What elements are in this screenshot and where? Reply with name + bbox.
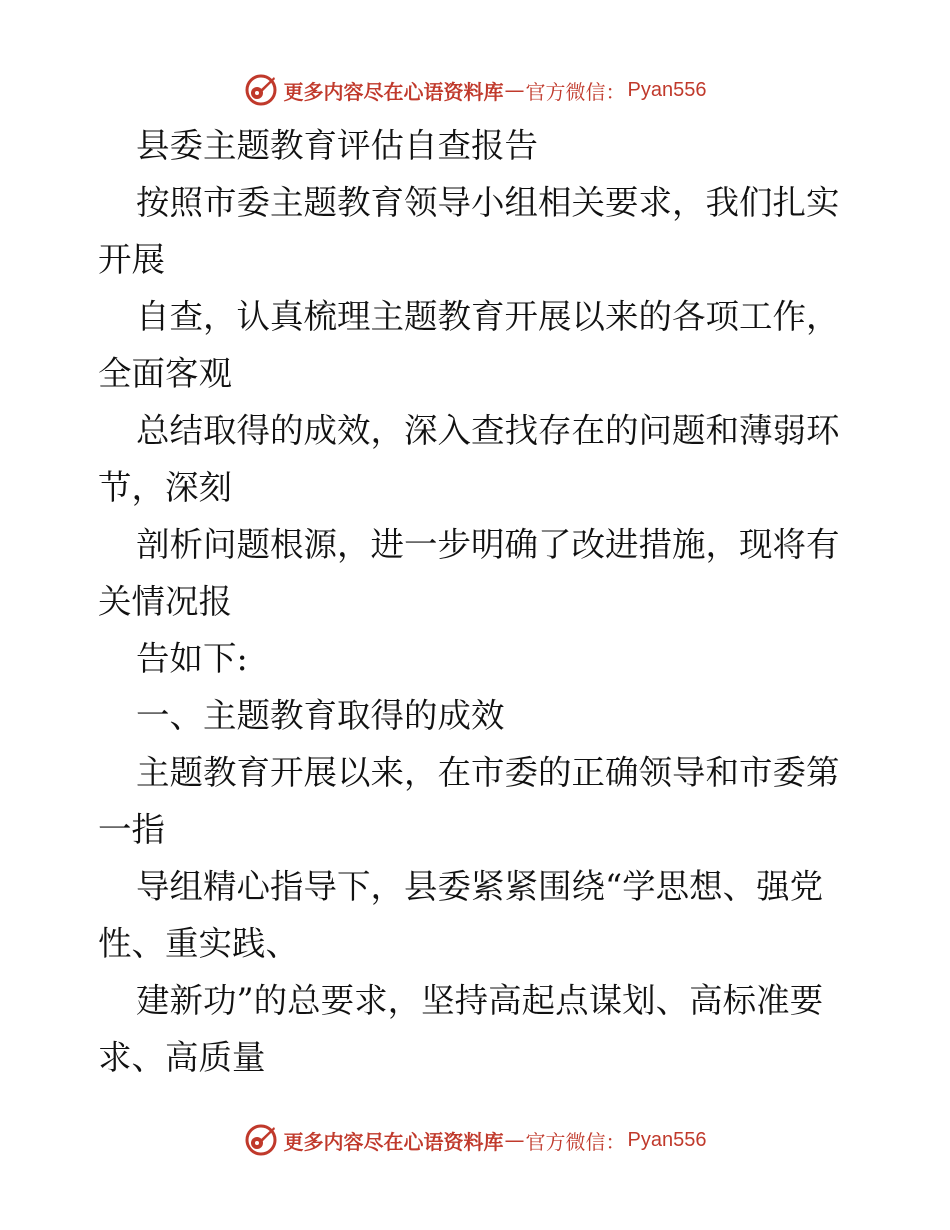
paragraph-line: 主题教育开展以来，在市委的正确领导和市委第	[136, 753, 840, 792]
banner-dash: —	[504, 1128, 525, 1152]
paragraph-line: 开展	[98, 240, 165, 279]
header-banner	[0, 70, 950, 110]
document-title: 县委主题教育评估自查报告	[136, 126, 538, 165]
banner-wechat-id: Pyan556	[627, 78, 707, 101]
document-body	[98, 117, 858, 1086]
paragraph-line: 节，深刻	[98, 468, 232, 507]
paragraph-line: 全面客观	[98, 354, 232, 393]
paragraph-line: 导组精心指导下，县委紧紧围绕“学思想、强党	[136, 867, 824, 906]
paragraph-line: 按照市委主题教育领导小组相关要求，我们扎实	[136, 183, 840, 222]
banner-wechat-label: 官方微信：	[525, 79, 626, 104]
quill-logo-icon	[244, 73, 278, 107]
paragraph-line: 关情况报	[98, 582, 232, 621]
footer-banner	[0, 1120, 950, 1160]
paragraph-line: 求、高质量	[98, 1038, 266, 1077]
banner-wechat-id: Pyan556	[627, 1128, 707, 1151]
paragraph-line: 告如下:	[136, 639, 248, 678]
paragraph-line: 剖析问题根源，进一步明确了改进措施，现将有	[136, 525, 840, 564]
banner-wechat-label: 官方微信：	[525, 1129, 626, 1154]
banner-dash: —	[504, 78, 525, 102]
section-heading: 一、主题教育取得的成效	[136, 696, 505, 735]
paragraph-line: 建新功”的总要求，坚持高起点谋划、高标准要	[136, 981, 824, 1020]
paragraph-line: 性、重实践、	[98, 924, 299, 963]
paragraph-line: 总结取得的成效，深入查找存在的问题和薄弱环	[136, 411, 840, 450]
paragraph-line: 一指	[98, 810, 165, 849]
banner-text: 更多内容尽在心语资料库	[283, 1129, 504, 1154]
paragraph-line: 自查，认真梳理主题教育开展以来的各项工作，	[136, 297, 840, 336]
banner-text: 更多内容尽在心语资料库	[283, 79, 504, 104]
quill-logo-icon	[244, 1123, 278, 1157]
